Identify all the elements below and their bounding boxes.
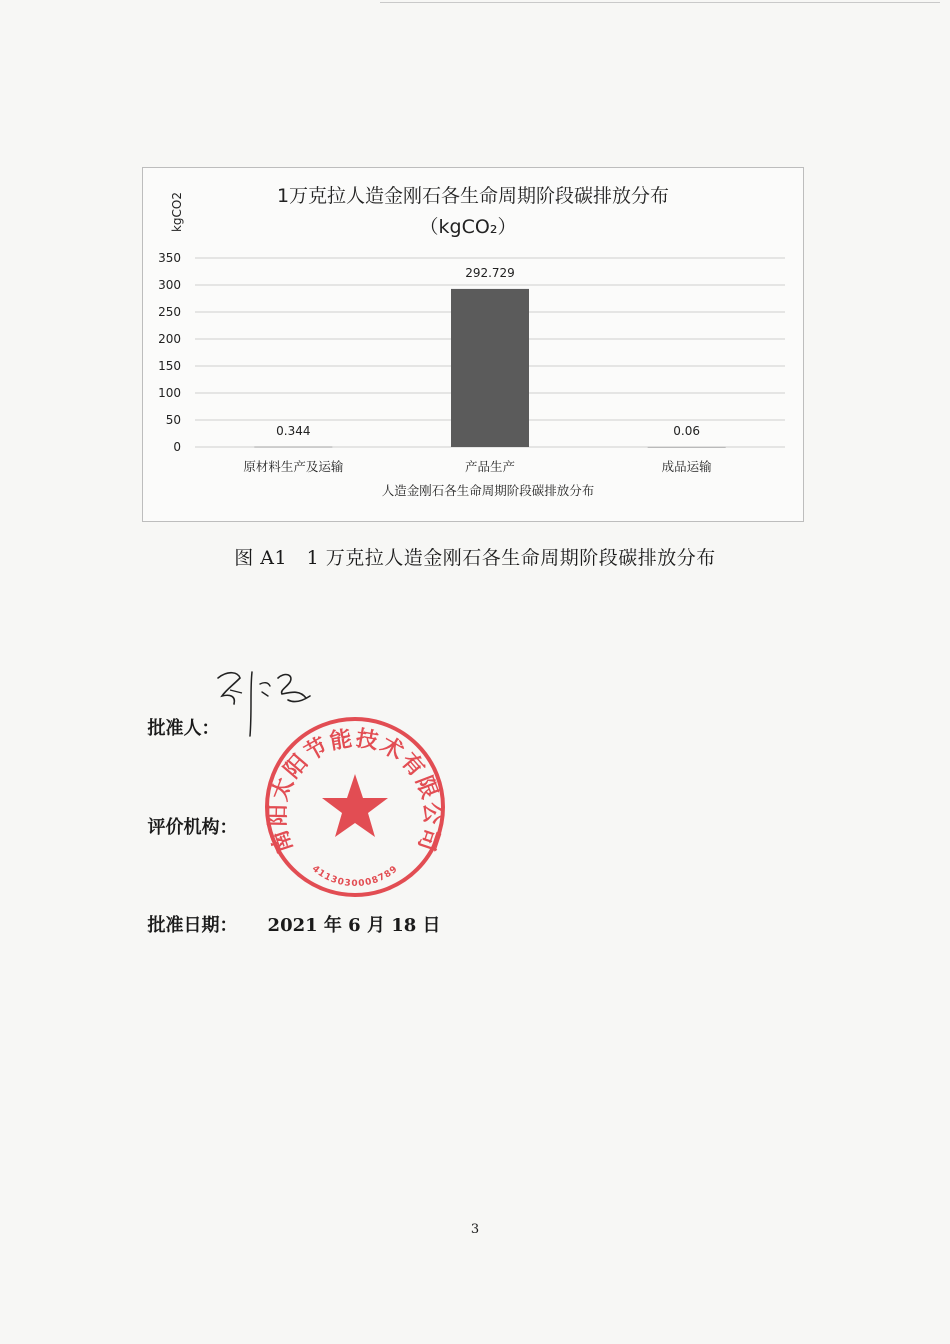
data-label-1: 0.344	[276, 424, 311, 438]
evaluation-org-row	[135, 792, 238, 839]
chart-subtitle: （kgCO₂）	[419, 216, 517, 238]
official-seal	[260, 712, 450, 902]
y-axis-label: kgCO2	[170, 191, 184, 233]
y-tick-label-100: 100	[158, 386, 181, 400]
category-label-2: 产品生产	[464, 459, 516, 474]
category-label-3: 成品运输	[661, 459, 712, 474]
seal-star-icon	[322, 774, 388, 837]
y-tick-label-300: 300	[158, 278, 181, 292]
bar-chart	[143, 168, 803, 521]
chart-bars	[254, 289, 725, 447]
y-tick-label-350: 350	[158, 251, 181, 265]
y-tick-label-50: 50	[165, 413, 181, 427]
page-number: 3	[470, 1222, 480, 1237]
seal-org-name: 南阳太阳节能技术有限公司	[265, 726, 445, 856]
evaluation-org-label: 评价机构：	[147, 817, 238, 838]
figure-caption: 图 A1 1 万克拉人造金刚石各生命周期阶段碳排放分布	[234, 547, 716, 569]
data-label-3: 0.06	[673, 424, 701, 438]
seal-code: 4113030008789	[309, 863, 401, 890]
x-axis-title: 人造金刚石各生命周期阶段碳排放分布	[381, 483, 595, 498]
bar-2	[451, 289, 529, 447]
approver-row	[135, 693, 220, 740]
x-axis-categories	[243, 459, 712, 474]
y-tick-label-150: 150	[158, 359, 181, 373]
y-tick-label-200: 200	[158, 332, 181, 346]
scan-edge-line	[380, 2, 940, 3]
y-tick-label-250: 250	[158, 305, 181, 319]
approval-date-row	[135, 890, 441, 937]
y-axis-ticks	[158, 251, 181, 454]
category-label-1: 原材料生产及运输	[243, 459, 344, 474]
chart-title: 1万克拉人造金刚石各生命周期阶段碳排放分布	[276, 185, 670, 207]
approver-label: 批准人：	[147, 718, 220, 739]
data-label-2: 292.729	[465, 265, 515, 280]
approval-date-label: 批准日期：	[147, 915, 238, 936]
y-tick-label-0: 0	[173, 440, 181, 454]
approval-date-value: 2021 年 6 月 18 日	[267, 915, 441, 936]
chart-frame	[142, 167, 804, 522]
